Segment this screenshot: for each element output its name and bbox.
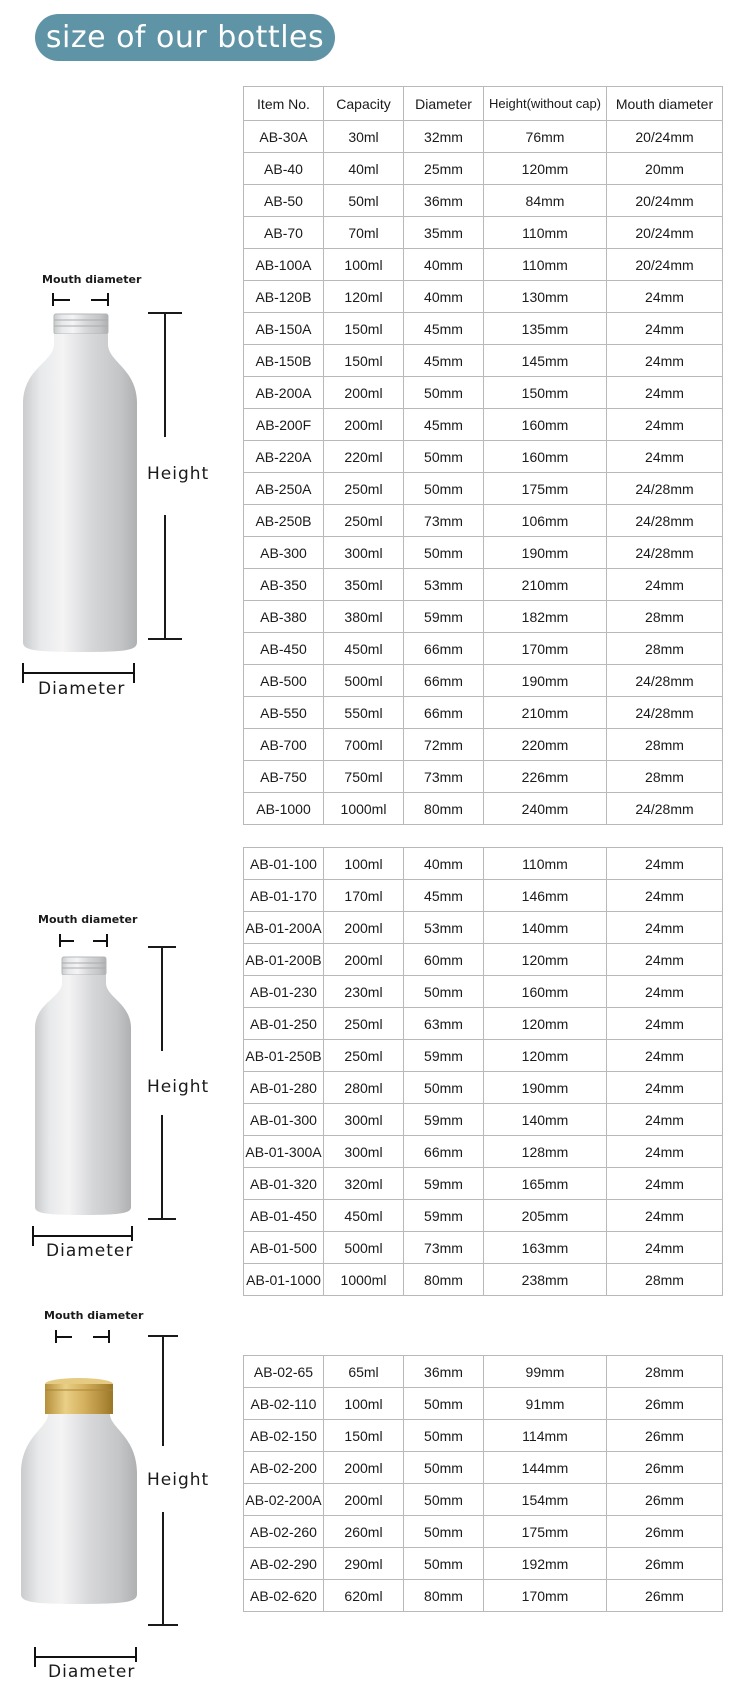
mouth-diameter-label: Mouth diameter: [38, 913, 138, 926]
cell-mouth-diameter: 24mm: [607, 1008, 723, 1040]
page-title: size of our bottles: [35, 14, 335, 61]
cell-mouth-diameter: 24/28mm: [607, 793, 723, 825]
cell-height: 84mm: [484, 185, 607, 217]
table-header-row: [244, 87, 723, 121]
cell-height: 210mm: [484, 697, 607, 729]
cell-item-no: AB-70: [244, 217, 324, 249]
cell-mouth-diameter: 26mm: [607, 1580, 723, 1612]
cell-mouth-diameter: 24/28mm: [607, 505, 723, 537]
cell-capacity: 350ml: [324, 569, 404, 601]
cell-mouth-diameter: 28mm: [607, 729, 723, 761]
table-row: [244, 441, 723, 473]
cell-item-no: AB-01-250B: [244, 1040, 324, 1072]
cell-mouth-diameter: 28mm: [607, 1264, 723, 1296]
cell-capacity: 150ml: [324, 1420, 404, 1452]
cell-capacity: 300ml: [324, 537, 404, 569]
cell-capacity: 70ml: [324, 217, 404, 249]
table-row: [244, 569, 723, 601]
cell-item-no: AB-350: [244, 569, 324, 601]
diameter-label: Diameter: [46, 1241, 134, 1261]
cell-capacity: 1000ml: [324, 793, 404, 825]
cell-diameter: 25mm: [404, 153, 484, 185]
table-row: [244, 1580, 723, 1612]
cell-item-no: AB-02-620: [244, 1580, 324, 1612]
cell-capacity: 450ml: [324, 633, 404, 665]
cell-capacity: 40ml: [324, 153, 404, 185]
cell-height: 190mm: [484, 665, 607, 697]
cell-item-no: AB-02-200A: [244, 1484, 324, 1516]
table-row: [244, 1040, 723, 1072]
cell-item-no: AB-1000: [244, 793, 324, 825]
table-row: [244, 912, 723, 944]
cell-diameter: 59mm: [404, 1168, 484, 1200]
cell-capacity: 200ml: [324, 1452, 404, 1484]
cell-height: 144mm: [484, 1452, 607, 1484]
cell-item-no: AB-30A: [244, 121, 324, 153]
cell-mouth-diameter: 24mm: [607, 345, 723, 377]
cell-capacity: 200ml: [324, 912, 404, 944]
table-row: [244, 1168, 723, 1200]
cell-height: 175mm: [484, 1516, 607, 1548]
height-line-upper: [161, 947, 163, 1051]
cell-diameter: 50mm: [404, 537, 484, 569]
height-label: Height: [147, 1077, 210, 1097]
cell-mouth-diameter: 26mm: [607, 1516, 723, 1548]
table-row: [244, 409, 723, 441]
cell-height: 163mm: [484, 1232, 607, 1264]
cell-item-no: AB-01-100: [244, 848, 324, 880]
cell-diameter: 50mm: [404, 377, 484, 409]
cell-mouth-diameter: 28mm: [607, 1356, 723, 1388]
cell-height: 150mm: [484, 377, 607, 409]
cell-item-no: AB-01-230: [244, 976, 324, 1008]
cell-mouth-diameter: 24mm: [607, 377, 723, 409]
header-height: Height(without cap): [484, 87, 607, 121]
cell-mouth-diameter: 24mm: [607, 569, 723, 601]
cell-capacity: 200ml: [324, 1484, 404, 1516]
cell-height: 99mm: [484, 1356, 607, 1388]
cell-mouth-diameter: 24mm: [607, 976, 723, 1008]
cell-item-no: AB-01-300: [244, 1104, 324, 1136]
cell-capacity: 260ml: [324, 1516, 404, 1548]
cell-item-no: AB-500: [244, 665, 324, 697]
cell-diameter: 59mm: [404, 1040, 484, 1072]
cell-capacity: 200ml: [324, 944, 404, 976]
cell-diameter: 50mm: [404, 1516, 484, 1548]
cell-mouth-diameter: 28mm: [607, 633, 723, 665]
cell-item-no: AB-02-290: [244, 1548, 324, 1580]
cell-item-no: AB-01-1000: [244, 1264, 324, 1296]
cell-capacity: 100ml: [324, 848, 404, 880]
cell-height: 165mm: [484, 1168, 607, 1200]
cell-diameter: 45mm: [404, 345, 484, 377]
cell-item-no: AB-01-250: [244, 1008, 324, 1040]
table-row: [244, 281, 723, 313]
cell-capacity: 700ml: [324, 729, 404, 761]
cell-height: 120mm: [484, 944, 607, 976]
cell-diameter: 73mm: [404, 505, 484, 537]
cell-capacity: 65ml: [324, 1356, 404, 1388]
cell-diameter: 80mm: [404, 1264, 484, 1296]
cell-item-no: AB-02-110: [244, 1388, 324, 1420]
header-item-no: Item No.: [244, 87, 324, 121]
cell-height: 210mm: [484, 569, 607, 601]
cell-item-no: AB-01-170: [244, 880, 324, 912]
table-row: [244, 944, 723, 976]
cell-mouth-diameter: 24mm: [607, 1200, 723, 1232]
cell-diameter: 50mm: [404, 1548, 484, 1580]
cell-diameter: 40mm: [404, 281, 484, 313]
mouth-dimension-line: [50, 293, 112, 307]
cell-item-no: AB-01-200B: [244, 944, 324, 976]
table-row: [244, 1356, 723, 1388]
cell-capacity: 1000ml: [324, 1264, 404, 1296]
cell-capacity: 280ml: [324, 1072, 404, 1104]
table-row: [244, 185, 723, 217]
cell-diameter: 50mm: [404, 1072, 484, 1104]
table-row: [244, 1200, 723, 1232]
cell-capacity: 250ml: [324, 1040, 404, 1072]
cell-capacity: 300ml: [324, 1104, 404, 1136]
cell-capacity: 150ml: [324, 313, 404, 345]
bottle-image-1: [18, 312, 143, 657]
cell-height: 110mm: [484, 217, 607, 249]
mouth-dimension-line: [54, 1330, 112, 1344]
table-row: [244, 976, 723, 1008]
cell-diameter: 40mm: [404, 249, 484, 281]
cell-capacity: 500ml: [324, 1232, 404, 1264]
cell-mouth-diameter: 24mm: [607, 944, 723, 976]
cell-mouth-diameter: 24mm: [607, 880, 723, 912]
cell-capacity: 500ml: [324, 665, 404, 697]
table-row: [244, 665, 723, 697]
table-row: [244, 880, 723, 912]
cell-capacity: 200ml: [324, 377, 404, 409]
cell-diameter: 45mm: [404, 313, 484, 345]
cell-height: 220mm: [484, 729, 607, 761]
cell-diameter: 32mm: [404, 121, 484, 153]
cell-diameter: 35mm: [404, 217, 484, 249]
bottle-image-2: [32, 955, 134, 1220]
cell-diameter: 80mm: [404, 793, 484, 825]
cell-item-no: AB-02-260: [244, 1516, 324, 1548]
cell-mouth-diameter: 24mm: [607, 1104, 723, 1136]
cell-item-no: AB-02-65: [244, 1356, 324, 1388]
cell-height: 110mm: [484, 249, 607, 281]
cell-height: 140mm: [484, 1104, 607, 1136]
table-row: [244, 537, 723, 569]
cell-item-no: AB-02-200: [244, 1452, 324, 1484]
cell-item-no: AB-100A: [244, 249, 324, 281]
cell-diameter: 45mm: [404, 880, 484, 912]
cell-diameter: 66mm: [404, 633, 484, 665]
height-line-lower: [162, 1512, 164, 1624]
height-line-lower: [161, 1115, 163, 1219]
table-row: [244, 633, 723, 665]
cell-item-no: AB-200A: [244, 377, 324, 409]
cell-mouth-diameter: 24mm: [607, 409, 723, 441]
table-row: [244, 1072, 723, 1104]
cell-diameter: 59mm: [404, 1200, 484, 1232]
cell-height: 192mm: [484, 1548, 607, 1580]
cell-diameter: 50mm: [404, 1452, 484, 1484]
cell-height: 76mm: [484, 121, 607, 153]
height-line-upper: [162, 1336, 164, 1446]
cell-capacity: 30ml: [324, 121, 404, 153]
cell-mouth-diameter: 28mm: [607, 761, 723, 793]
table-row: [244, 153, 723, 185]
cell-mouth-diameter: 24/28mm: [607, 665, 723, 697]
cell-height: 160mm: [484, 441, 607, 473]
height-line-bottom: [148, 1624, 178, 1626]
cell-height: 114mm: [484, 1420, 607, 1452]
cell-diameter: 73mm: [404, 761, 484, 793]
table-row: [244, 1420, 723, 1452]
spec-table-2: [243, 847, 723, 1296]
table-row: [244, 1452, 723, 1484]
cell-item-no: AB-250B: [244, 505, 324, 537]
cell-diameter: 66mm: [404, 1136, 484, 1168]
cell-capacity: 100ml: [324, 249, 404, 281]
cell-mouth-diameter: 24/28mm: [607, 473, 723, 505]
cell-diameter: 45mm: [404, 409, 484, 441]
cell-mouth-diameter: 24mm: [607, 313, 723, 345]
table-row: [244, 793, 723, 825]
cell-item-no: AB-02-150: [244, 1420, 324, 1452]
cell-height: 175mm: [484, 473, 607, 505]
cell-mouth-diameter: 26mm: [607, 1388, 723, 1420]
table-row: [244, 848, 723, 880]
cell-capacity: 320ml: [324, 1168, 404, 1200]
cell-item-no: AB-220A: [244, 441, 324, 473]
cell-item-no: AB-450: [244, 633, 324, 665]
cell-height: 182mm: [484, 601, 607, 633]
cell-item-no: AB-550: [244, 697, 324, 729]
cell-mouth-diameter: 28mm: [607, 601, 723, 633]
cell-diameter: 66mm: [404, 665, 484, 697]
cell-mouth-diameter: 20mm: [607, 153, 723, 185]
cell-item-no: AB-380: [244, 601, 324, 633]
cell-item-no: AB-40: [244, 153, 324, 185]
cell-height: 120mm: [484, 1040, 607, 1072]
cell-item-no: AB-700: [244, 729, 324, 761]
cell-mouth-diameter: 24mm: [607, 281, 723, 313]
height-label: Height: [147, 464, 210, 484]
cell-height: 170mm: [484, 1580, 607, 1612]
cell-mouth-diameter: 20/24mm: [607, 217, 723, 249]
table-row: [244, 217, 723, 249]
cell-height: 240mm: [484, 793, 607, 825]
cell-mouth-diameter: 24/28mm: [607, 697, 723, 729]
cell-item-no: AB-01-200A: [244, 912, 324, 944]
cell-height: 170mm: [484, 633, 607, 665]
cell-height: 190mm: [484, 537, 607, 569]
cell-diameter: 40mm: [404, 848, 484, 880]
cell-item-no: AB-250A: [244, 473, 324, 505]
cell-capacity: 250ml: [324, 1008, 404, 1040]
bottle-image-3: [18, 1376, 143, 1606]
cell-height: 140mm: [484, 912, 607, 944]
cell-height: 128mm: [484, 1136, 607, 1168]
cell-item-no: AB-01-280: [244, 1072, 324, 1104]
header-mouth-diameter: Mouth diameter: [607, 87, 723, 121]
cell-diameter: 59mm: [404, 601, 484, 633]
cell-diameter: 72mm: [404, 729, 484, 761]
cell-height: 205mm: [484, 1200, 607, 1232]
height-line-lower: [164, 515, 166, 639]
cell-height: 154mm: [484, 1484, 607, 1516]
cell-mouth-diameter: 24mm: [607, 1040, 723, 1072]
table-row: [244, 313, 723, 345]
cell-height: 160mm: [484, 409, 607, 441]
cell-height: 238mm: [484, 1264, 607, 1296]
cell-diameter: 50mm: [404, 1484, 484, 1516]
cell-diameter: 50mm: [404, 1388, 484, 1420]
mouth-dimension-line: [58, 934, 110, 948]
height-line-upper: [164, 313, 166, 437]
cell-height: 106mm: [484, 505, 607, 537]
cell-capacity: 250ml: [324, 505, 404, 537]
cell-mouth-diameter: 26mm: [607, 1484, 723, 1516]
cell-capacity: 120ml: [324, 281, 404, 313]
table-row: [244, 761, 723, 793]
spec-table-1: [243, 86, 723, 825]
cell-capacity: 50ml: [324, 185, 404, 217]
table-row: [244, 729, 723, 761]
cell-mouth-diameter: 20/24mm: [607, 121, 723, 153]
table-row: [244, 1548, 723, 1580]
table-row: [244, 1232, 723, 1264]
header-diameter: Diameter: [404, 87, 484, 121]
cell-capacity: 620ml: [324, 1580, 404, 1612]
table-row: [244, 1136, 723, 1168]
cell-mouth-diameter: 24mm: [607, 1136, 723, 1168]
table-row: [244, 377, 723, 409]
cell-mouth-diameter: 26mm: [607, 1452, 723, 1484]
cell-mouth-diameter: 20/24mm: [607, 249, 723, 281]
cell-diameter: 50mm: [404, 473, 484, 505]
cell-diameter: 60mm: [404, 944, 484, 976]
cell-capacity: 230ml: [324, 976, 404, 1008]
cell-height: 135mm: [484, 313, 607, 345]
cell-height: 160mm: [484, 976, 607, 1008]
cell-mouth-diameter: 20/24mm: [607, 185, 723, 217]
mouth-diameter-label: Mouth diameter: [42, 273, 142, 286]
table-row: [244, 697, 723, 729]
cell-diameter: 36mm: [404, 185, 484, 217]
cell-diameter: 50mm: [404, 1420, 484, 1452]
cell-item-no: AB-120B: [244, 281, 324, 313]
cell-height: 190mm: [484, 1072, 607, 1104]
table-row: [244, 249, 723, 281]
cell-item-no: AB-750: [244, 761, 324, 793]
cell-diameter: 50mm: [404, 976, 484, 1008]
table-row: [244, 1264, 723, 1296]
cell-capacity: 750ml: [324, 761, 404, 793]
cell-item-no: AB-150A: [244, 313, 324, 345]
table-row: [244, 1008, 723, 1040]
cell-diameter: 53mm: [404, 569, 484, 601]
cell-item-no: AB-300: [244, 537, 324, 569]
cell-mouth-diameter: 24mm: [607, 441, 723, 473]
table-row: [244, 473, 723, 505]
cell-item-no: AB-200F: [244, 409, 324, 441]
cell-item-no: AB-150B: [244, 345, 324, 377]
cell-height: 130mm: [484, 281, 607, 313]
cell-capacity: 220ml: [324, 441, 404, 473]
height-line-bottom: [148, 1218, 176, 1220]
table-row: [244, 1484, 723, 1516]
cell-capacity: 290ml: [324, 1548, 404, 1580]
cell-capacity: 100ml: [324, 1388, 404, 1420]
cell-capacity: 300ml: [324, 1136, 404, 1168]
header-capacity: Capacity: [324, 87, 404, 121]
cell-capacity: 150ml: [324, 345, 404, 377]
cell-mouth-diameter: 26mm: [607, 1420, 723, 1452]
cell-item-no: AB-01-500: [244, 1232, 324, 1264]
cell-item-no: AB-01-300A: [244, 1136, 324, 1168]
cell-item-no: AB-01-450: [244, 1200, 324, 1232]
table-row: [244, 121, 723, 153]
cell-diameter: 53mm: [404, 912, 484, 944]
cell-mouth-diameter: 26mm: [607, 1548, 723, 1580]
cell-capacity: 250ml: [324, 473, 404, 505]
table-row: [244, 345, 723, 377]
cell-mouth-diameter: 24mm: [607, 848, 723, 880]
cell-height: 226mm: [484, 761, 607, 793]
table-row: [244, 1516, 723, 1548]
cell-diameter: 73mm: [404, 1232, 484, 1264]
height-line-bottom: [148, 638, 182, 640]
cell-diameter: 80mm: [404, 1580, 484, 1612]
cell-item-no: AB-01-320: [244, 1168, 324, 1200]
cell-diameter: 66mm: [404, 697, 484, 729]
cell-height: 145mm: [484, 345, 607, 377]
cell-capacity: 380ml: [324, 601, 404, 633]
cell-mouth-diameter: 24mm: [607, 1232, 723, 1264]
cell-mouth-diameter: 24mm: [607, 1072, 723, 1104]
cell-diameter: 36mm: [404, 1356, 484, 1388]
cell-mouth-diameter: 24mm: [607, 1168, 723, 1200]
table-row: [244, 601, 723, 633]
cell-height: 91mm: [484, 1388, 607, 1420]
height-label: Height: [147, 1470, 210, 1490]
diameter-label: Diameter: [48, 1662, 136, 1682]
cell-diameter: 63mm: [404, 1008, 484, 1040]
cell-diameter: 50mm: [404, 441, 484, 473]
cell-capacity: 450ml: [324, 1200, 404, 1232]
cell-capacity: 550ml: [324, 697, 404, 729]
table-row: [244, 505, 723, 537]
cell-height: 110mm: [484, 848, 607, 880]
cell-mouth-diameter: 24/28mm: [607, 537, 723, 569]
spec-table-3: [243, 1355, 723, 1612]
table-row: [244, 1388, 723, 1420]
cell-diameter: 59mm: [404, 1104, 484, 1136]
cell-capacity: 170ml: [324, 880, 404, 912]
table-row: [244, 1104, 723, 1136]
cell-height: 120mm: [484, 153, 607, 185]
diameter-label: Diameter: [38, 679, 126, 699]
cell-mouth-diameter: 24mm: [607, 912, 723, 944]
cell-height: 146mm: [484, 880, 607, 912]
cell-height: 120mm: [484, 1008, 607, 1040]
cell-capacity: 200ml: [324, 409, 404, 441]
mouth-diameter-label: Mouth diameter: [44, 1309, 144, 1322]
cell-item-no: AB-50: [244, 185, 324, 217]
